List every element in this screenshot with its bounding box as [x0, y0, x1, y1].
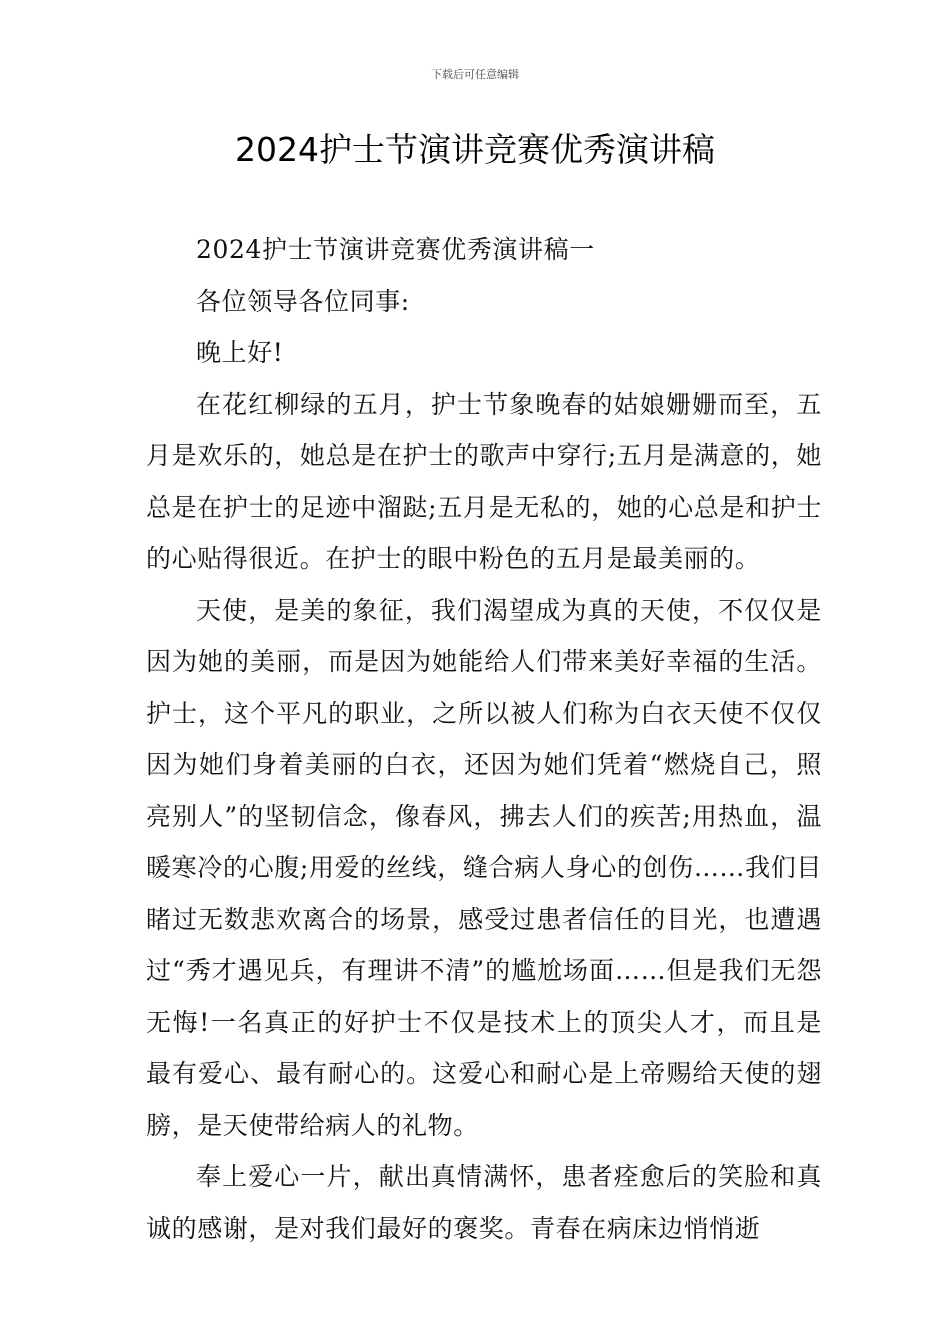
- paragraph-salutation: 各位领导各位同事:: [196, 286, 410, 316]
- document-body: [146, 224, 822, 1254]
- paragraph-subtitle: 2024护士节演讲竞赛优秀演讲稿一: [196, 235, 595, 264]
- document-title: 2024护士节演讲竞赛优秀演讲稿: [235, 130, 715, 169]
- paragraph-body: 在花红柳绿的五月，护士节象晚春的姑娘姗姗而至，五月是欢乐的，她总是在护士的歌声中穿行;五月是满意的，她总是在护士的足迹中溜跶;五月是无私的，她的心总是和护士的心贴得很近。在护士的眼中粉色的五月是最美丽的。: [146, 389, 822, 573]
- paragraph-greeting: 晚上好!: [196, 338, 284, 367]
- paragraph-body: 天使，是美的象征，我们渴望成为真的天使，不仅仅是因为她的美丽，而是因为她能给人们带来美好幸福的生活。护士，这个平凡的职业，之所以被人们称为白衣天使不仅仅因为她们身着美丽的白衣，还因为她们凭着“燃烧自己，照亮别人”的坚韧信念，像春风，拂去人们的疾苦;用热血，温暖寒冷的心腹;用爱的丝线，缝合病人身心的创伤……我们目睹过无数悲欢离合的场景，感受过患者信任的目光，也遭遇过“秀才遇见兵，有理讲不清”的尴尬场面……但是我们无怨无悔!一名真正的好护士不仅是技术上的顶尖人才，而且是最有爱心、最有耐心的。这爱心和耐心是上帝赐给天使的翅膀，是天使带给病人的礼物。: [146, 595, 822, 1140]
- paragraph-body: 奉上爱心一片，献出真情满怀，患者痊愈后的笑脸和真诚的感谢，是对我们最好的褒奖。青春在病床边悄悄逝: [146, 1162, 822, 1243]
- header-note: 下载后可任意编辑: [431, 68, 519, 81]
